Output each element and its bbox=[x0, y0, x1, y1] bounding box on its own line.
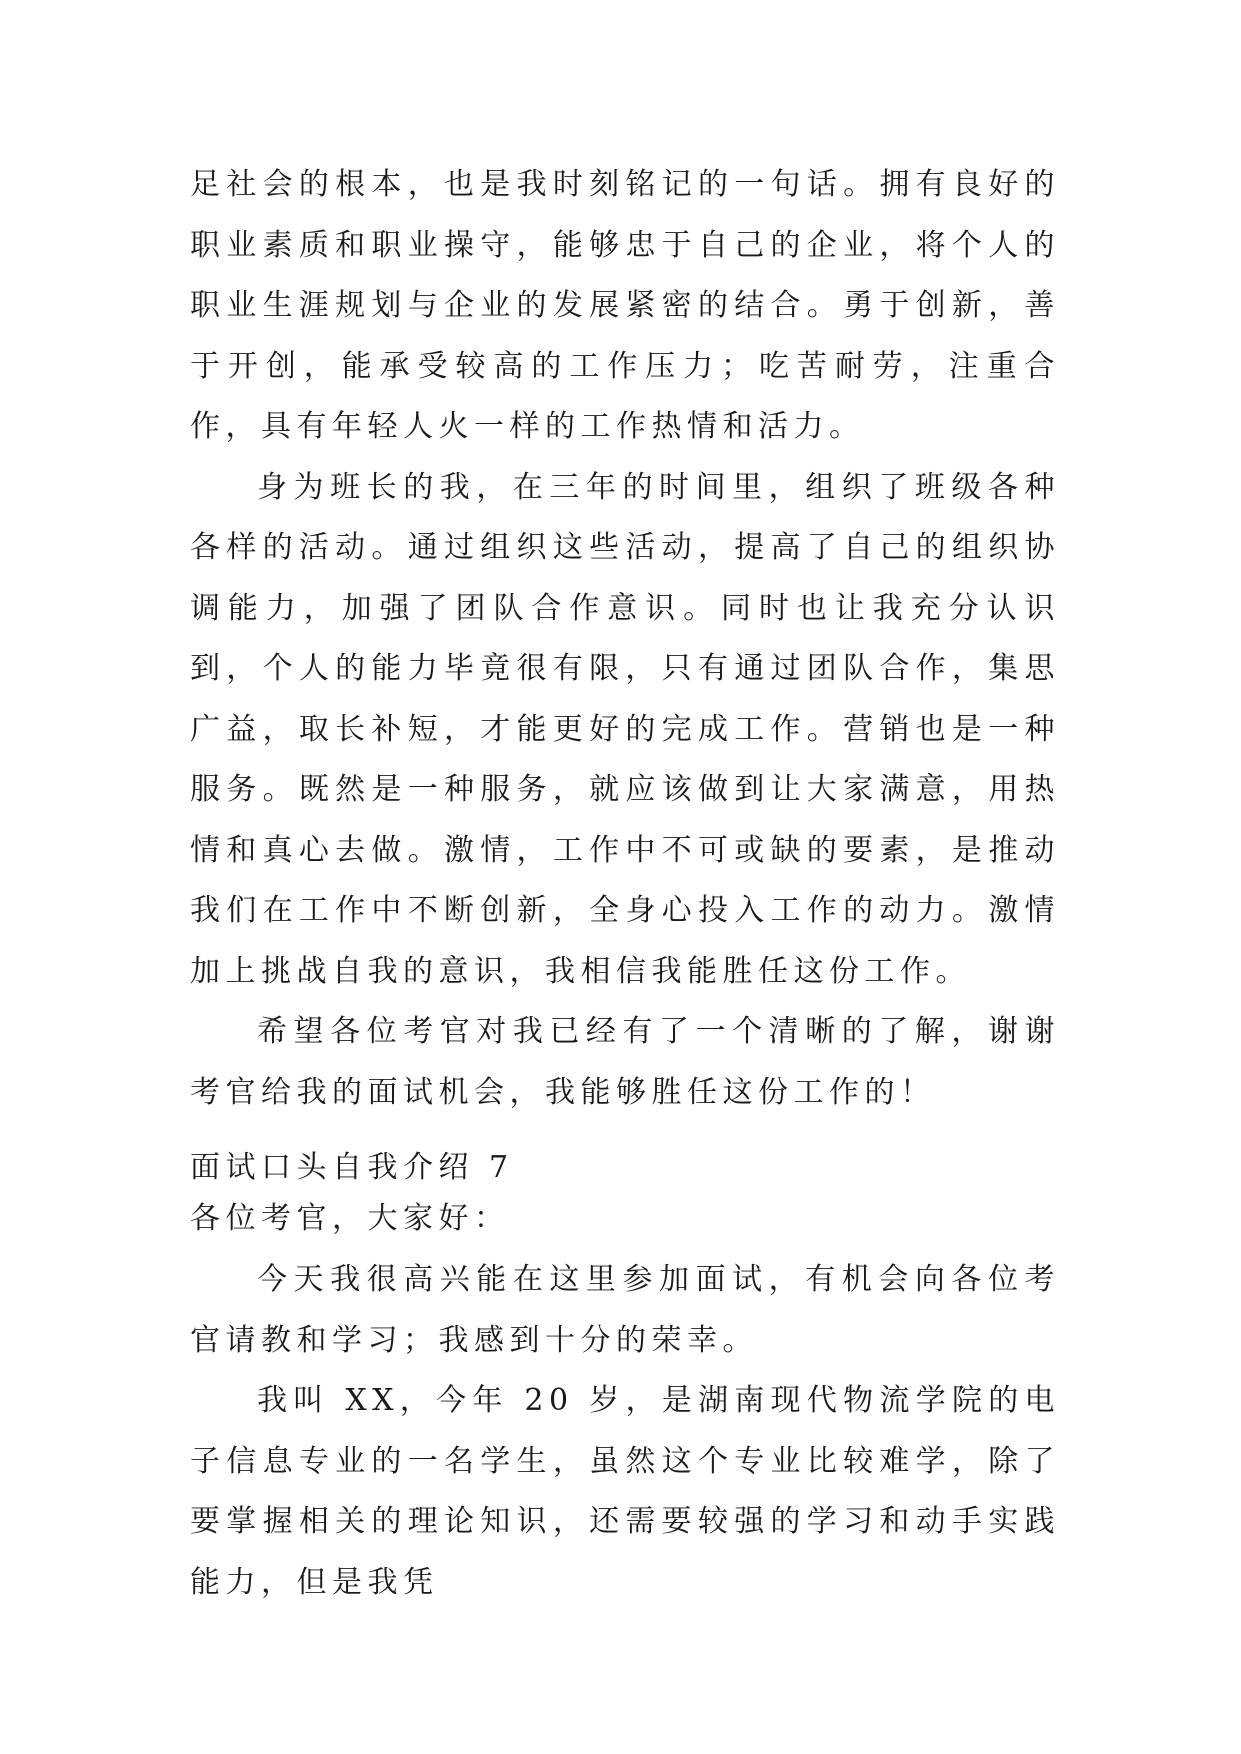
body-text-bottom bbox=[190, 1250, 1060, 1613]
section-heading: 面试口头自我介绍 7 bbox=[190, 1150, 514, 1185]
section-header-block bbox=[190, 1142, 1060, 1244]
paragraph-self-intro: 我叫 XX，今年 20 岁，是湖南现代物流学院的电子信息专业的一名学生，虽然这个专业比较难学，除了要掌握相关的理论知识，还需要较强的学习和动手实践能力，但是我凭 bbox=[190, 1383, 1060, 1600]
body-text-top bbox=[190, 155, 1060, 1123]
paragraph-greeting: 今天我很高兴能在这里参加面试，有机会向各位考官请教和学习；我感到十分的荣幸。 bbox=[190, 1262, 1060, 1358]
paragraph-closing-thanks: 希望各位考官对我已经有了一个清晰的了解，谢谢考官给我的面试机会，我能够胜任这份工作的！ bbox=[190, 1014, 1060, 1110]
paragraph-class-monitor: 身为班长的我，在三年的时间里，组织了班级各种各样的活动。通过组织这些活动，提高了自己的组织协调能力，加强了团队合作意识。同时也让我充分认识到，个人的能力毕竟很有限，只有通过团队合作，集思广益，取长补短，才能更好的完成工作。营销也是一种服务。既然是一种服务，就应该做到让大家满意，用热情和真心去做。激情，工作中不可或缺的要素，是推动我们在工作中不断创新，全身心投入工作的动力。激情加上挑战自我的意识，我相信我能胜任这份工作。 bbox=[190, 469, 1060, 989]
salutation-line: 各位考官，大家好： bbox=[190, 1201, 510, 1236]
paragraph-continuation: 足社会的根本，也是我时刻铭记的一句话。拥有良好的职业素质和职业操守，能够忠于自己的企业，将个人的职业生涯规划与企业的发展紧密的结合。勇于创新，善于开创，能承受较高的工作压力；吃苦耐劳，注重合作，具有年轻人火一样的工作热情和活力。 bbox=[190, 167, 1060, 444]
